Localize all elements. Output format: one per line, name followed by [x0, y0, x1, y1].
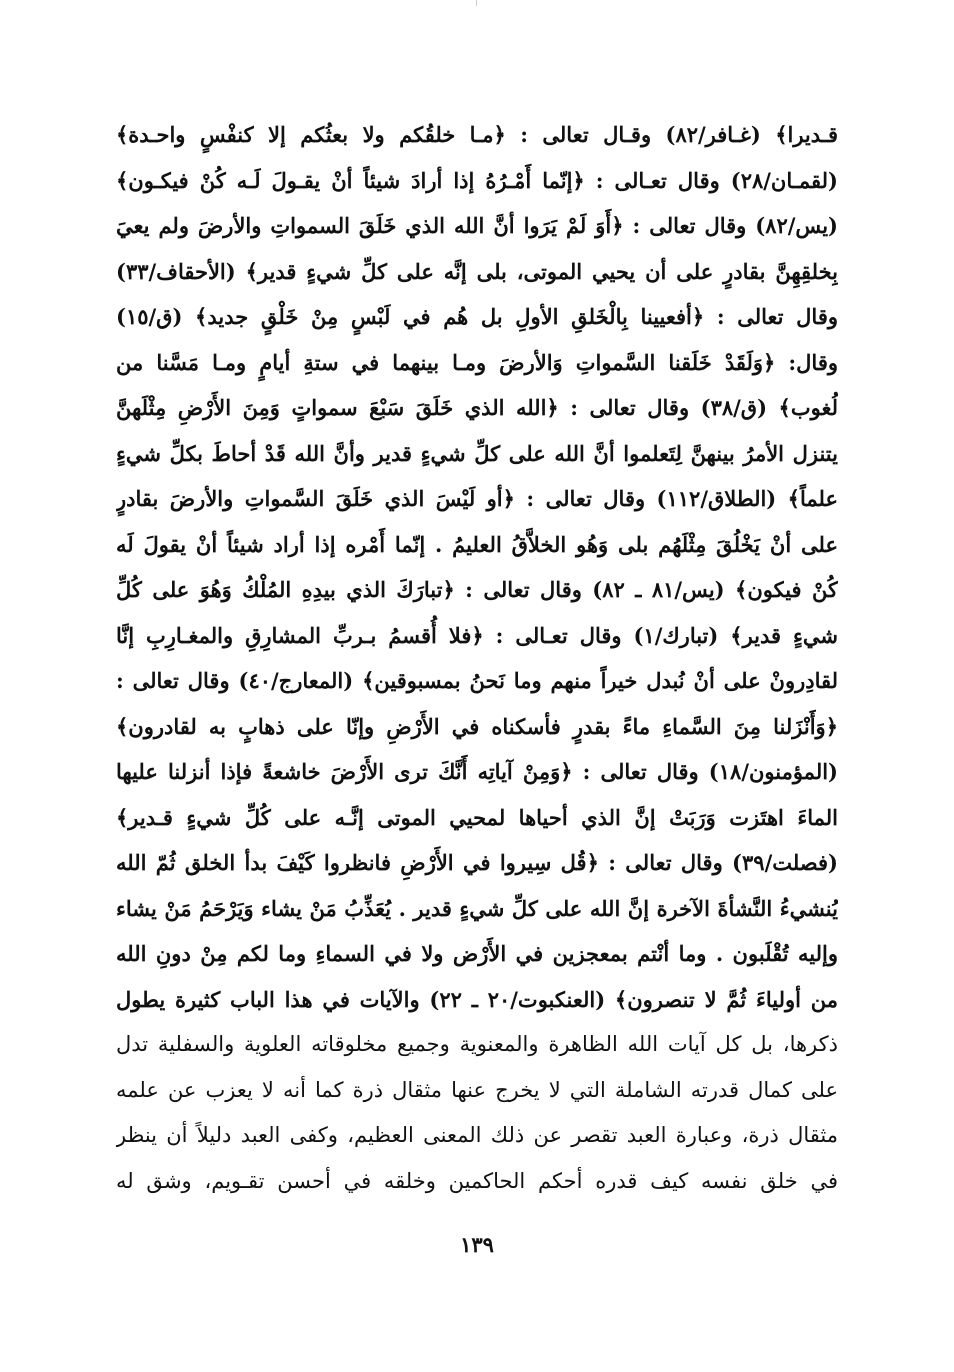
body-text — [116, 112, 838, 1204]
text-line: من أولياءَ ثُمَّ لا تنصرون﴾ (العنكبوت/٢٠ ـ ٢٢) والآيات في هذا الباب كثيرة يطول — [116, 986, 838, 1012]
text-line: مثقال ذرة، وعبارة العبد تقصر عن ذلك المعنى العظيم، وكفى العبد دليلاً أن ينظر — [116, 1123, 838, 1147]
text-line: كُنْ فيكون﴾ (يس/٨١ ـ ٨٢) وقال تعالى : ﴿تبارَكَ الذي بيدِهِ المُلْكُ وَهُوَ على كُلِّ — [116, 577, 838, 602]
text-line: وقال: ﴿وَلَقَدْ خَلَقنا السَّمواتِ وَالأرضَ ومـا بينهما في ستةِ أيامٍ ومـا مَسَّنا من — [116, 349, 838, 375]
text-line: على أنْ يَخْلُقَ مِثْلَهُم بلى وَهُو الخلاَّقُ العليمُ . إنّما أَمْره إذا أراد شيئاً أنْ يقولَ لَه — [116, 531, 838, 557]
text-line: شيءٍ قدير﴾ (تبارك/١) وقال تعـالى : ﴿فلا أُقسمُ بـربِّ المشارِقِ والمغـارِبِ إنَّا — [116, 622, 838, 648]
text-line: ذكرها، بل كل آيات الله الظاهرة والمعنوية وجميع مخلوقاته العلوية والسفلية تدل — [116, 1032, 838, 1056]
page-number: ١٣٩ — [460, 1232, 494, 1257]
text-line: (فصلت/٣٩) وقال تعالى : ﴿قُل سِيروا في الأَرْضِ فانظروا كَيْفَ بدأ الخلق ثُمّ الله — [116, 850, 838, 875]
text-line: لُغوب﴾ (ق/٣٨) وقال تعالى : ﴿الله الذي خَلَقَ سَبْعَ سمواتٍ وَمِنَ الأَرْضِ مِثْلَهنَّ — [116, 395, 838, 420]
text-line: وقال تعالى : ﴿أفعيينا بِالْخَلقِ الأولِ بل هُم في لَبْسٍ مِنْ خَلْقٍ جديد﴾ (ق/١٥) — [116, 304, 838, 329]
text-line: على كمال قدرته الشاملة التي لا يخرج عنها مثقال ذرة كما أنه لا يعزب عن علمه — [116, 1077, 838, 1102]
text-line: الماءَ اهتَزت وَرَبَتْ إنَّ الذي أحياها لمحيي الموتى إنَّـه على كُلِّ شيءٍ قـدير﴾ — [116, 804, 838, 830]
text-line: علماً﴾ (الطلاق/١١٢) وقال تعالى : ﴿أو لَيْسَ الذي خَلَقَ السَّمواتِ والأرضَ بقادرٍ — [116, 486, 838, 511]
text-line: (المؤمنون/١٨) وقال تعالى : ﴿وَمِنْ آياتِه أَنَّكَ ترى الأَرْضَ خاشعةً فإذا أنزلنا عليها — [116, 759, 838, 784]
text-line: يتنزل الأمرُ بينهنَّ لِتَعلموا أنَّ الله على كلِّ شيءٍ قدير وأنَّ الله قَدْ أحاطَ بكلِّ شيءٍ — [116, 440, 838, 466]
text-line: قـديرا﴾ (غـافر/٨٢) وقـال تعالى : ﴿مـا خلقُكم ولا بعثُكم إلا كنفْسٍ واحـدة﴾ — [116, 122, 838, 147]
text-line: يُنشيءُ النَّشأةَ الآخرة إنَّ الله على كلِّ شيءٍ قدير . يُعَذِّبُ مَنْ يشاء وَيَرْحَمُ مَنْ يشاء — [116, 895, 838, 921]
text-line: ﴿وَأَنْزَلنا مِنَ السَّماءِ ماءً بقدرٍ فأسكناه في الأَرْضِ وإنّا على ذهابٍ به لقادرون﴾ — [116, 713, 838, 739]
text-line: في خلق نفسه كيف قدره أحكم الحاكمين وخلقه في أحسن تقـويم، وشق له — [116, 1168, 838, 1193]
text-line: (لقمـان/٢٨) وقال تعـالى : ﴿إنّما أَمْـرُهُ إذا أرادَ شيئاً أنْ يقـولَ لَـه كُنْ فيكـون﴾ — [116, 167, 838, 193]
text-line: وإليه تُقْلَبون . وما أنْتم بمعجزين في الأَرْض ولا في السماءِ وما لكم مِنْ دونِ الله — [116, 941, 838, 966]
text-line: لقادِرونْ على أنْ نُبدل خيراً منهم وما نَحنُ بمسبوقين﴾ (المعارج/٤٠) وقال تعالى : — [116, 668, 838, 693]
text-line: (يس/٨٢) وقال تعالى : ﴿أَوَ لَمْ يَرَوا أنَّ الله الذي خَلَقَ السمواتِ والأرضَ ولم يعيَ — [116, 213, 838, 238]
scan-mark — [476, 0, 477, 6]
text-line: بِخلقِهِنَّ بقادرٍ على أن يحيي الموتى، بلى إنَّه على كلِّ شيءٍ قدير﴾ (الأحقاف/٣٣) — [116, 258, 838, 284]
